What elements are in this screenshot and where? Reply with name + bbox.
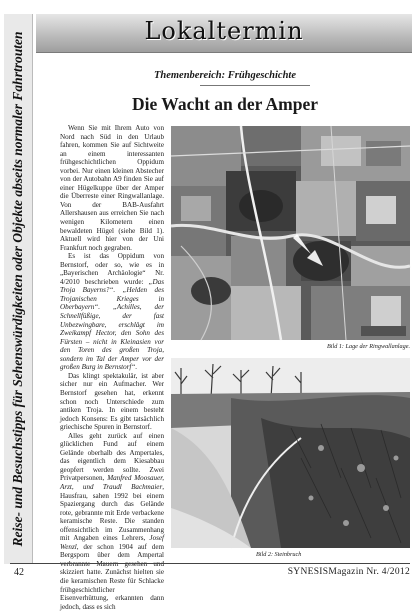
figure-1-caption: Bild 1: Lage der Ringwallanlage. xyxy=(326,343,410,350)
paragraph: Alles geht zurück auf einen glücklichen Fund auf einem Gelände oberhalb des Ampertales, das eigentlich dem Kiesabbau geopfert werden sollte. Zwei Privatpersonen, Manfred Moosauer, Arzt, und Traudl Bachmaier, Hausfrau, sahen 1992 bei einem Spaziergang durch das Gelände rote, gebrannte mit Erde verbackene keramische Reste. Die standen offensichtlich im Zusammenhang mit Angaben eines Lehrers, Josef Wenzl, der schon 1904 auf dem Bergsporn über dem Ampertal verbrannte Mauern gesehen und skizziert hatte. Zunächst hielten sie die keramischen Reste für Schlacke frühgeschichtlicher Eisenverhüttung, erkannten dann jedoch, dass es sich xyxy=(60,431,164,611)
footer-divider xyxy=(10,563,410,564)
quote: „Das Troja Bayerns?“. „Helden des Trojanischen Krieges in Oberbayern“. „Achilles, der Schnellfüßige, der fast Unbezwingbare, erschlägt im Zweikampf Hector, den Sohn des Fürsten – nicht in Kleinasien vor den Toren des großen Troja, sondern im Tal der Amper vor der großen Burg in Bernstorf“. xyxy=(60,277,164,372)
figure-2-caption: Bild 2: Steinbruch xyxy=(256,551,302,558)
title-divider xyxy=(200,85,310,86)
paragraph: Das klingt spektakulär, ist aber sicher nur ein Aufmacher. Wer Bernstorf gesehen hat, erkennt schon noch Unterschiede zum antiken Troja. In einem besteht jedoch Konsens: Es gibt tatsächlich griechische Spuren in Bernstorf. xyxy=(60,371,164,432)
side-bar-text: Reise- und Besuchstipps für Sehenswürdigkeiten oder Objekte abseits normaler Fahrtrouten xyxy=(10,31,25,547)
aerial-photo xyxy=(171,126,410,340)
article-body xyxy=(60,124,164,611)
magazine-issue: SYNESISMagazin Nr. 4/2012 xyxy=(287,567,410,577)
header-banner xyxy=(36,14,412,53)
section-title: Lokaltermin xyxy=(144,17,304,45)
paragraph: Es ist das Oppidum von Bernstorf, oder so, wie es in „Bayerischen Archäologie“ Nr. 4/2010 beschrieben wurde: „Das Troja Bayerns?“. „Helden des Trojanischen Krieges in Oberbayern“. „Achilles, der Schnellfüßige, der fast Unbezwingbare, erschlägt im Zweikampf Hector, den Sohn des Fürsten – nicht in Kleinasien vor den Toren des großen Troja, sondern im Tal der Amper vor der großen Burg in Bernstorf“. xyxy=(60,252,164,372)
theme-label: Themenbereich: Frühgeschichte xyxy=(153,70,297,81)
person-name: Josef Wenzl xyxy=(60,534,164,551)
person-names: Manfred Moosauer, Arzt, und Traudl Bachmaier xyxy=(60,474,164,491)
article-title: Die Wacht an der Amper xyxy=(131,94,318,114)
page-number: 42 xyxy=(14,567,24,578)
side-bar xyxy=(4,14,33,564)
quarry-photo xyxy=(171,358,410,548)
paragraph: Wenn Sie mit Ihrem Auto von Nord nach Süd in den Urlaub fahren, kommen Sie auf Sichtweite an einem interessanten frühgeschichtlichen Oppidum vorbei. Nur einen kleinen Abstecher von der Autobahn A9 finden Sie auf einer Hügelkuppe über der Amper die Überreste einer Ringwallanlage. Von der BAB-Ausfahrt Allershausen aus erreichen Sie nach wenigen Kilometern einen bewaldeten Hügel (siehe Bild 1). Aktuell wird hier von der Uni Frankfurt noch gegraben. xyxy=(60,124,164,252)
